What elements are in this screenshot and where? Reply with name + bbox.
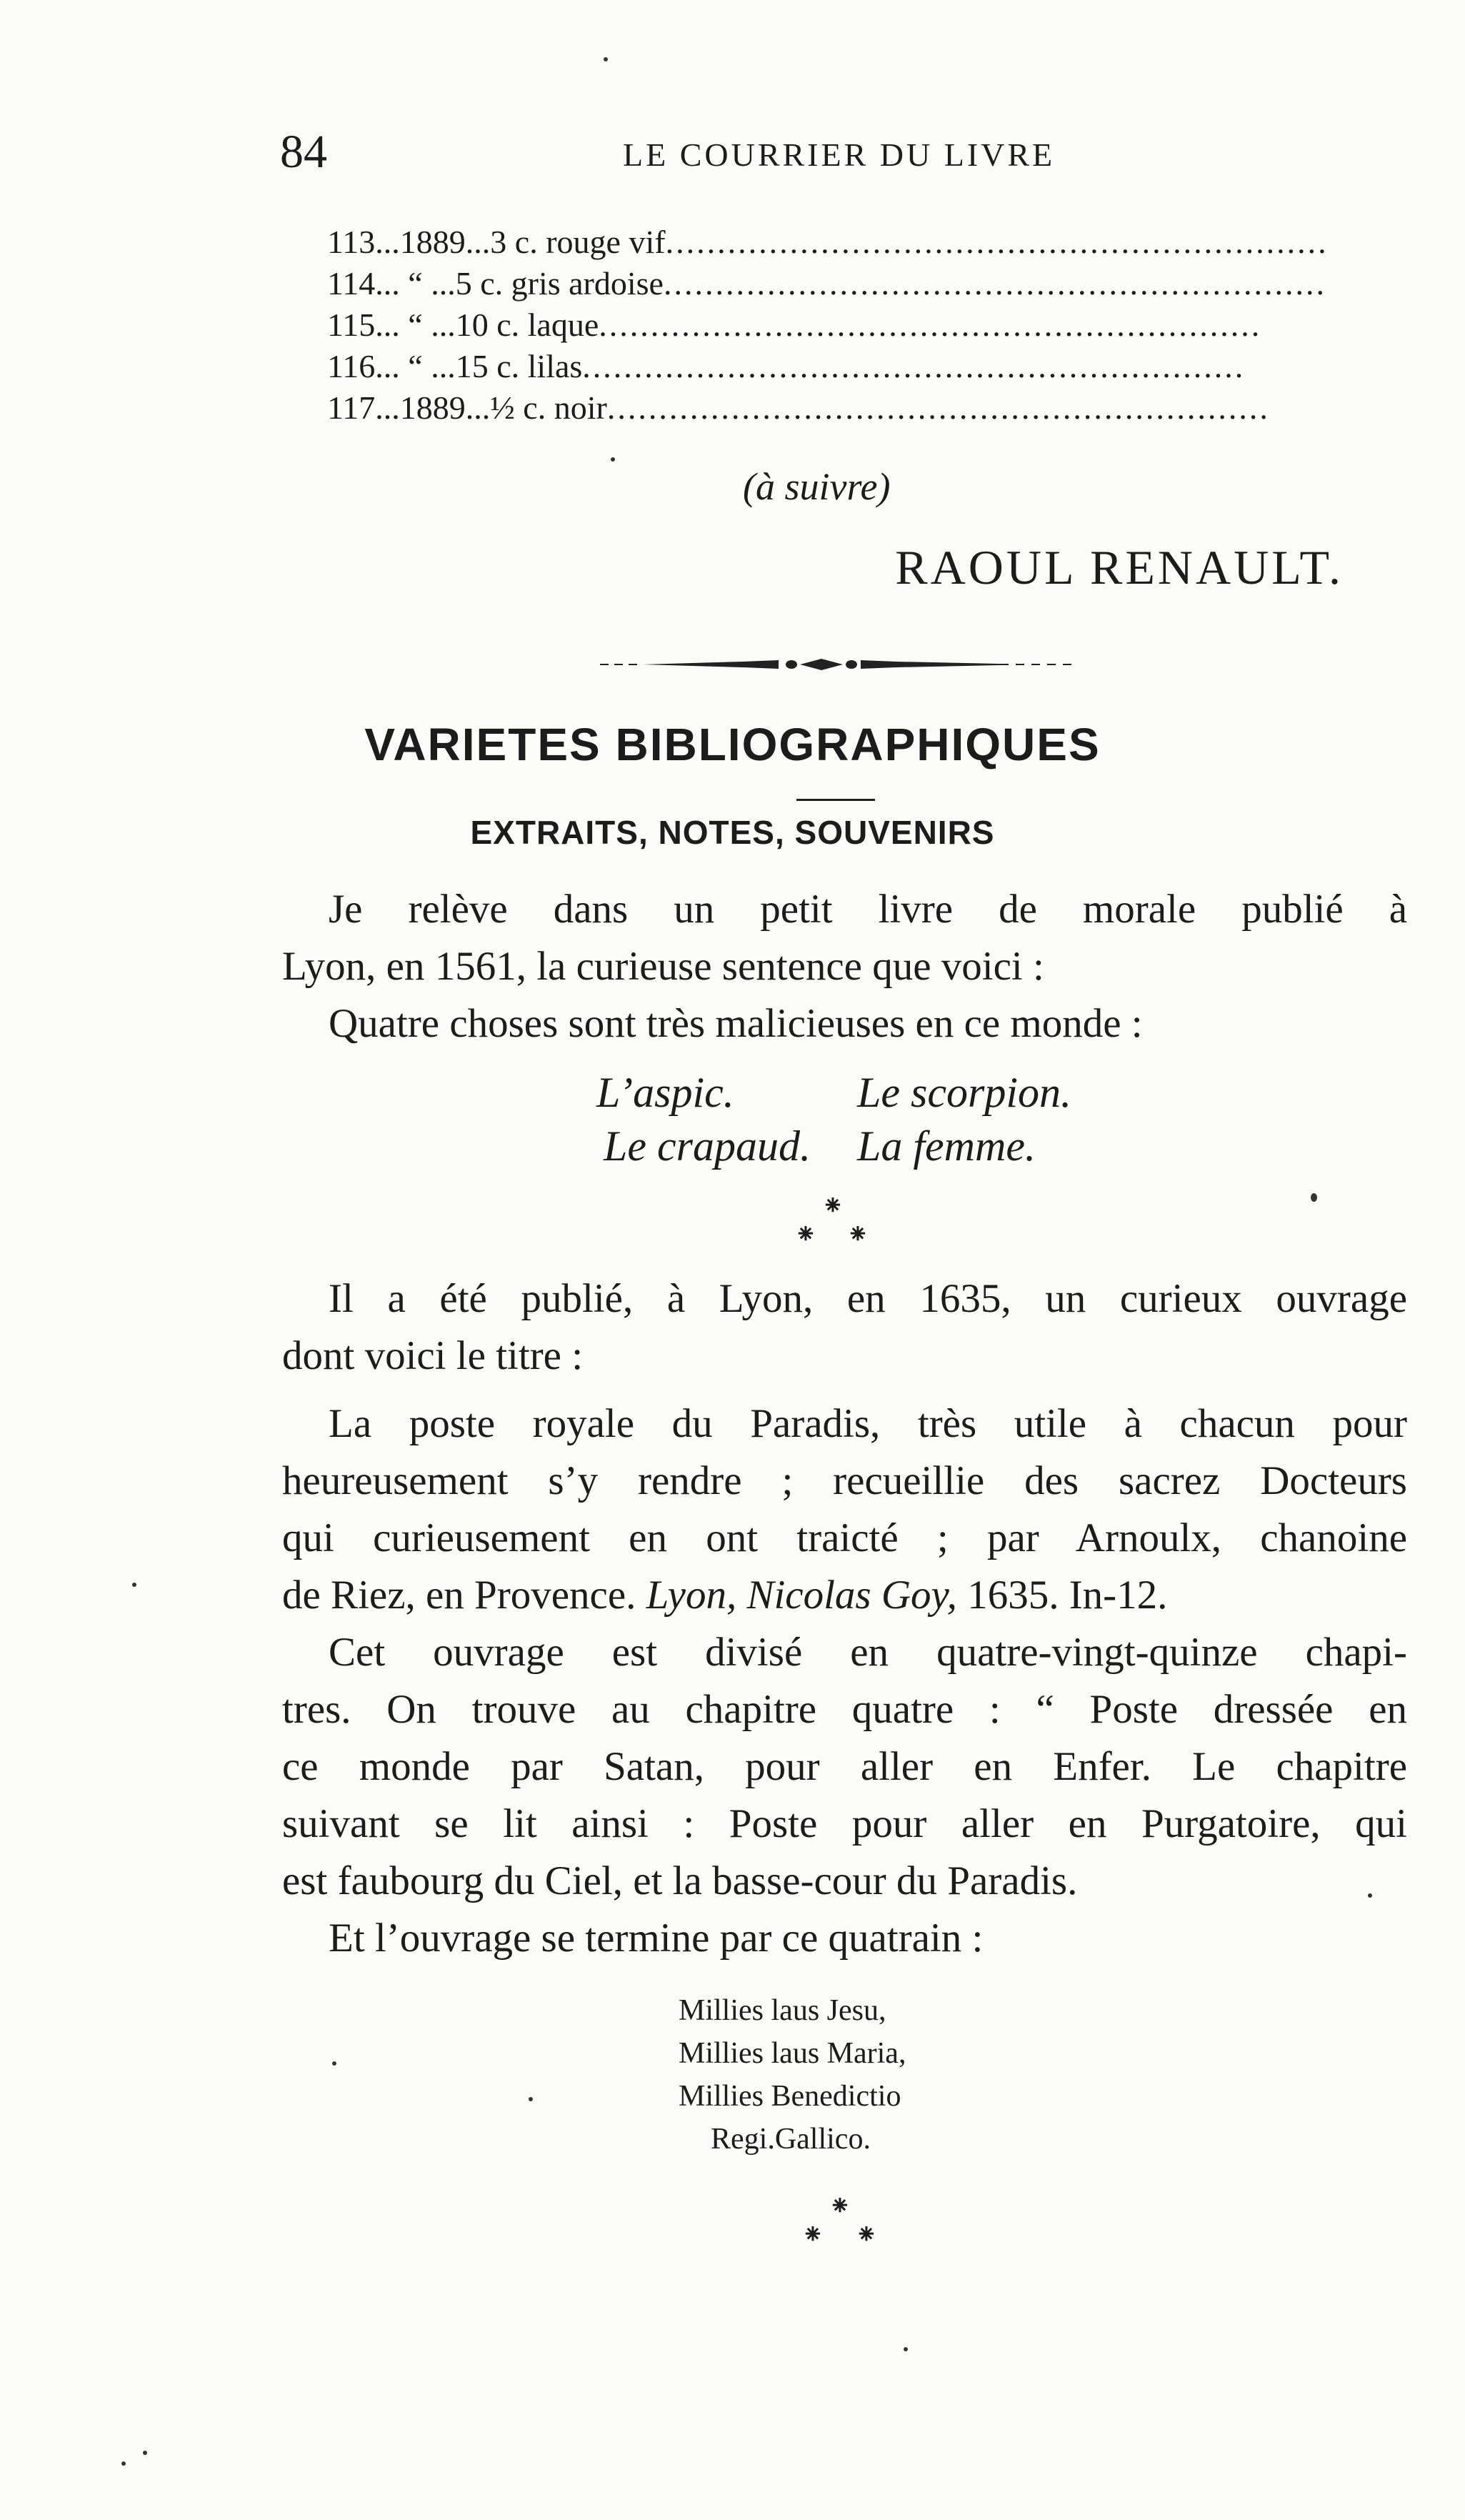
paragraph-line: dont voici le titre :: [282, 1333, 584, 1378]
stamp-description: 10 c. laque: [455, 307, 599, 343]
print-speck: [1368, 1893, 1372, 1898]
stamp-description: 5 c. gris ardoise: [455, 265, 664, 302]
print-speck: [904, 2347, 908, 2351]
stamp-description: 3 c. rouge vif: [490, 224, 666, 260]
print-speck: [121, 2461, 126, 2466]
section-subtitle: EXTRAITS, NOTES, SOUVENIRS: [470, 814, 995, 851]
asterisk-icon: ⁕: [855, 2220, 878, 2250]
paragraph-line: qui curieusement en ont traicté ; par Arnoulx, chanoine: [282, 1515, 1407, 1560]
paragraph-line: est faubourg du Ciel, et la basse-cour du Paradis.: [282, 1858, 1078, 1903]
text-span: 1635. In-12.: [967, 1573, 1168, 1618]
dot-leader: ................................................................: [665, 224, 1329, 260]
list-item: L’aspic.: [596, 1069, 734, 1116]
stamp-description: ½ c. noir: [490, 389, 607, 426]
page-number: 84: [280, 126, 327, 178]
list-item: La femme.: [857, 1122, 1036, 1170]
paragraph-line: suivant se lit ainsi : Poste pour aller en Purgatoire, qui: [282, 1801, 1407, 1846]
table-row: [327, 264, 1326, 307]
quatrain-line: Millies Benedictio: [679, 2080, 901, 2113]
stamp-number: 117...1889...: [327, 389, 491, 426]
section-title: VARIETES BIBLIOGRAPHIQUES: [364, 719, 1101, 770]
asterisk-icon: ⁕: [794, 1220, 817, 1250]
paragraph-line: [282, 1572, 1167, 1618]
paragraph-line: ce monde par Satan, pour aller en Enfer. Le chapitre: [282, 1744, 1407, 1789]
running-title: LE COURRIER DU LIVRE: [623, 136, 1056, 173]
paragraph-line: Lyon, en 1561, la curieuse sentence que voici :: [282, 944, 1044, 989]
dot-leader: ................................................................: [599, 307, 1262, 343]
paragraph-line: La poste royale du Paradis, très utile à chacun pour: [329, 1401, 1407, 1446]
paragraph-line: heureusement s’y rendre ; recueillie des sacrez Docteurs: [282, 1458, 1407, 1503]
table-row: [327, 223, 1329, 266]
list-item: Le scorpion.: [857, 1069, 1071, 1116]
asterisk-icon: ⁕: [821, 1191, 844, 1221]
stamp-number: 113...1889...: [327, 224, 491, 260]
quatrain-line: Millies laus Jesu,: [679, 1994, 886, 2027]
dot-leader: ................................................................: [606, 389, 1270, 426]
quatrain-line: Regi.Gallico.: [711, 2123, 871, 2156]
table-row: [327, 306, 1262, 349]
print-speck: [611, 457, 615, 462]
paragraph-line: tres. On trouve au chapitre quatre : “ Poste dressée en: [282, 1687, 1407, 1732]
paragraph-line: Cet ouvrage est divisé en quatre-vingt-quinze chapi-: [329, 1630, 1407, 1675]
asterisk-icon: ⁕: [846, 1220, 869, 1250]
continuation-note: (à suivre): [743, 465, 891, 508]
stamp-number: 114... “ ...: [327, 265, 456, 302]
stamp-number: 116... “ ...: [327, 348, 456, 384]
asterisk-icon: ⁕: [801, 2220, 824, 2250]
quatrain-line: Millies laus Maria,: [679, 2037, 906, 2070]
print-speck: [1311, 1193, 1317, 1202]
paragraph-line: Je relève dans un petit livre de morale publié à: [329, 887, 1407, 932]
text-span: de Riez, en Provence.: [282, 1573, 636, 1618]
paragraph-line: Quatre choses sont très malicieuses en ce monde :: [329, 1001, 1143, 1046]
paragraph-line: Et l’ouvrage se termine par ce quatrain :: [329, 1916, 984, 1961]
ornamental-rule: [600, 647, 1075, 682]
table-row: [327, 347, 1246, 390]
asterisk-icon: ⁕: [829, 2191, 851, 2221]
list-item: Le crapaud.: [604, 1122, 811, 1170]
dot-leader: ................................................................: [663, 265, 1326, 302]
dot-leader: ................................................................: [582, 348, 1246, 384]
print-speck: [332, 2061, 336, 2066]
print-speck: [529, 2097, 533, 2101]
stamp-number: 115... “ ...: [327, 307, 456, 343]
table-row: [327, 389, 1270, 432]
print-speck: [143, 2451, 147, 2455]
print-speck: [604, 57, 608, 61]
italic-citation: Lyon, Nicolas Goy,: [646, 1573, 957, 1618]
author-signature: RAOUL RENAULT.: [895, 540, 1344, 594]
print-speck: [132, 1583, 136, 1587]
title-divider: [796, 799, 875, 801]
paragraph-line: Il a été publié, à Lyon, en 1635, un curieux ouvrage: [329, 1276, 1407, 1321]
stamp-description: 15 c. lilas: [455, 348, 583, 384]
